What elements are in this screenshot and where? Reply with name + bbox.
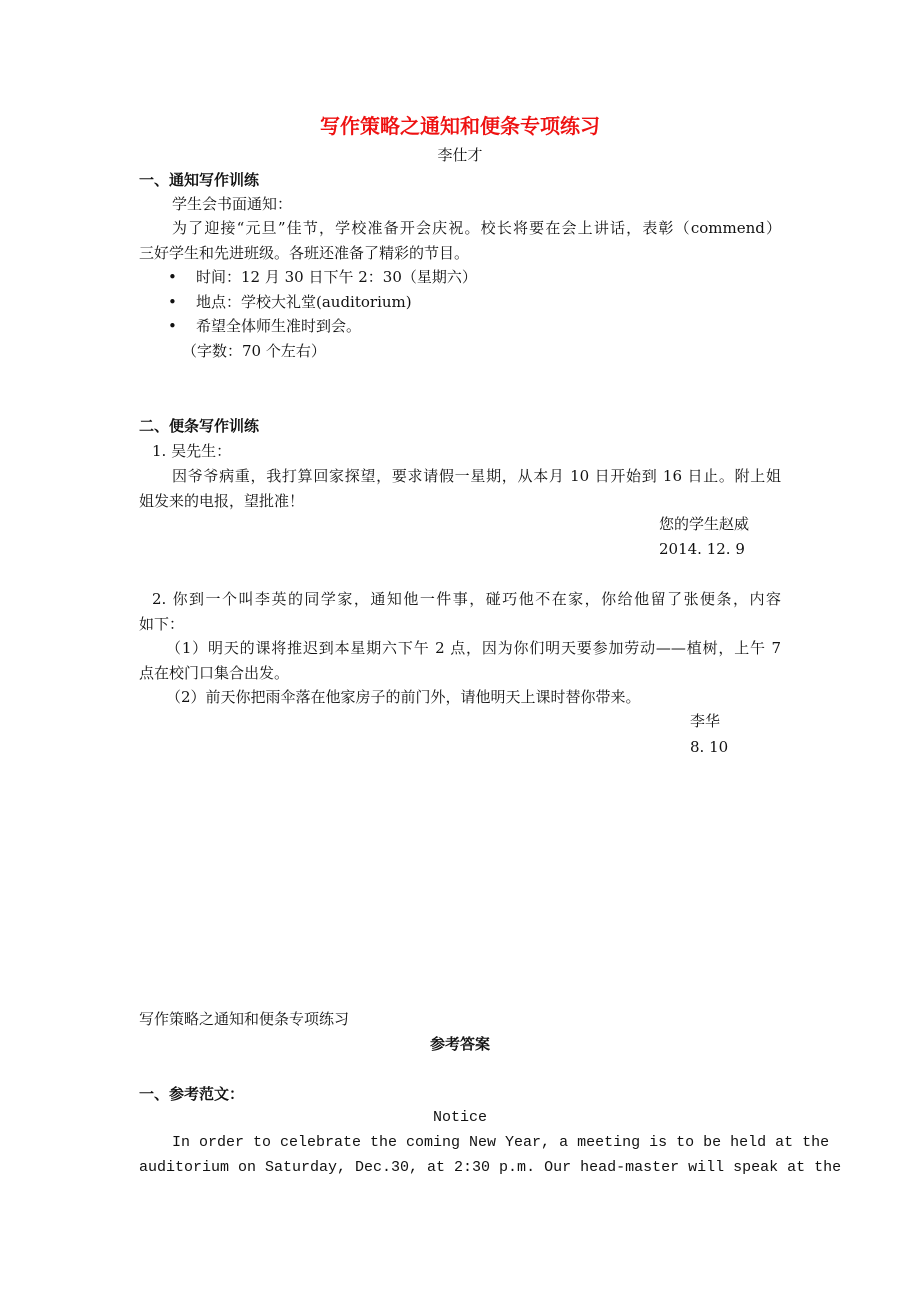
note2-signature: 李华: [690, 712, 721, 730]
notice-paragraph-line2: 三好学生和先进班级。各班还准备了精彩的节目。: [139, 244, 470, 262]
note1-date: 2014. 12. 9: [659, 540, 745, 558]
answers-doc-title: 写作策略之通知和便条专项练习: [139, 1010, 350, 1028]
note2-date: 8. 10: [690, 738, 729, 756]
document-title: 写作策略之通知和便条专项练习: [320, 114, 600, 138]
notice-paragraph-line1: 为了迎接“元旦”佳节，学校准备开会庆祝。校长将要在会上讲话，表彰（commend）: [172, 219, 781, 237]
note1-line2: 姐发来的电报，望批准！: [139, 492, 305, 510]
notice-intro: 学生会书面通知：: [172, 195, 293, 213]
answers-section1-heading: 一、参考范文：: [139, 1085, 245, 1103]
note2-point1-line2: 点在校门口集合出发。: [139, 664, 290, 682]
notice-title: Notice: [432, 1109, 487, 1126]
bullet-icon: •: [168, 268, 177, 286]
note2-line2: 如下：: [139, 615, 185, 633]
note2-point2: （2）前天你把雨伞落在他家房子的前门外，请他明天上课时替你带来。: [166, 688, 641, 706]
bullet-time: 时间：12 月 30 日下午 2：30（星期六）: [196, 268, 477, 286]
bullet-icon: •: [168, 317, 177, 335]
section2-heading: 二、便条写作训练: [139, 417, 260, 435]
bullet-icon: •: [168, 293, 177, 311]
author: 李仕才: [437, 146, 483, 164]
word-count: （字数：70 个左右）: [182, 342, 326, 360]
answer-line2: auditorium on Saturday, Dec.30, at 2:30 p.m. Our head-master will speak at the: [139, 1159, 842, 1176]
note2-point1-line1: （1）明天的课将推迟到本星期六下午 2 点，因为你们明天要参加劳动——植树，上午 7: [166, 639, 781, 657]
answers-heading: 参考答案: [429, 1035, 490, 1053]
note1-signature: 您的学生赵威: [659, 515, 750, 533]
note1-line1: 因爷爷病重，我打算回家探望，要求请假一星期，从本月 10 日开始到 16 日止。附上姐: [172, 467, 781, 485]
note2-line1: 2. 你到一个叫李英的同学家，通知他一件事，碰巧他不在家，你给他留了张便条，内容: [152, 590, 781, 608]
bullet-place: 地点：学校大礼堂(auditorium): [196, 293, 412, 311]
answer-line1: In order to celebrate the coming New Year, a meeting is to be held at the: [172, 1134, 830, 1151]
section1-heading: 一、通知写作训练: [139, 171, 260, 189]
note1-salutation: 1. 吴先生：: [152, 442, 232, 460]
bullet-attendance: 希望全体师生准时到会。: [196, 317, 362, 335]
